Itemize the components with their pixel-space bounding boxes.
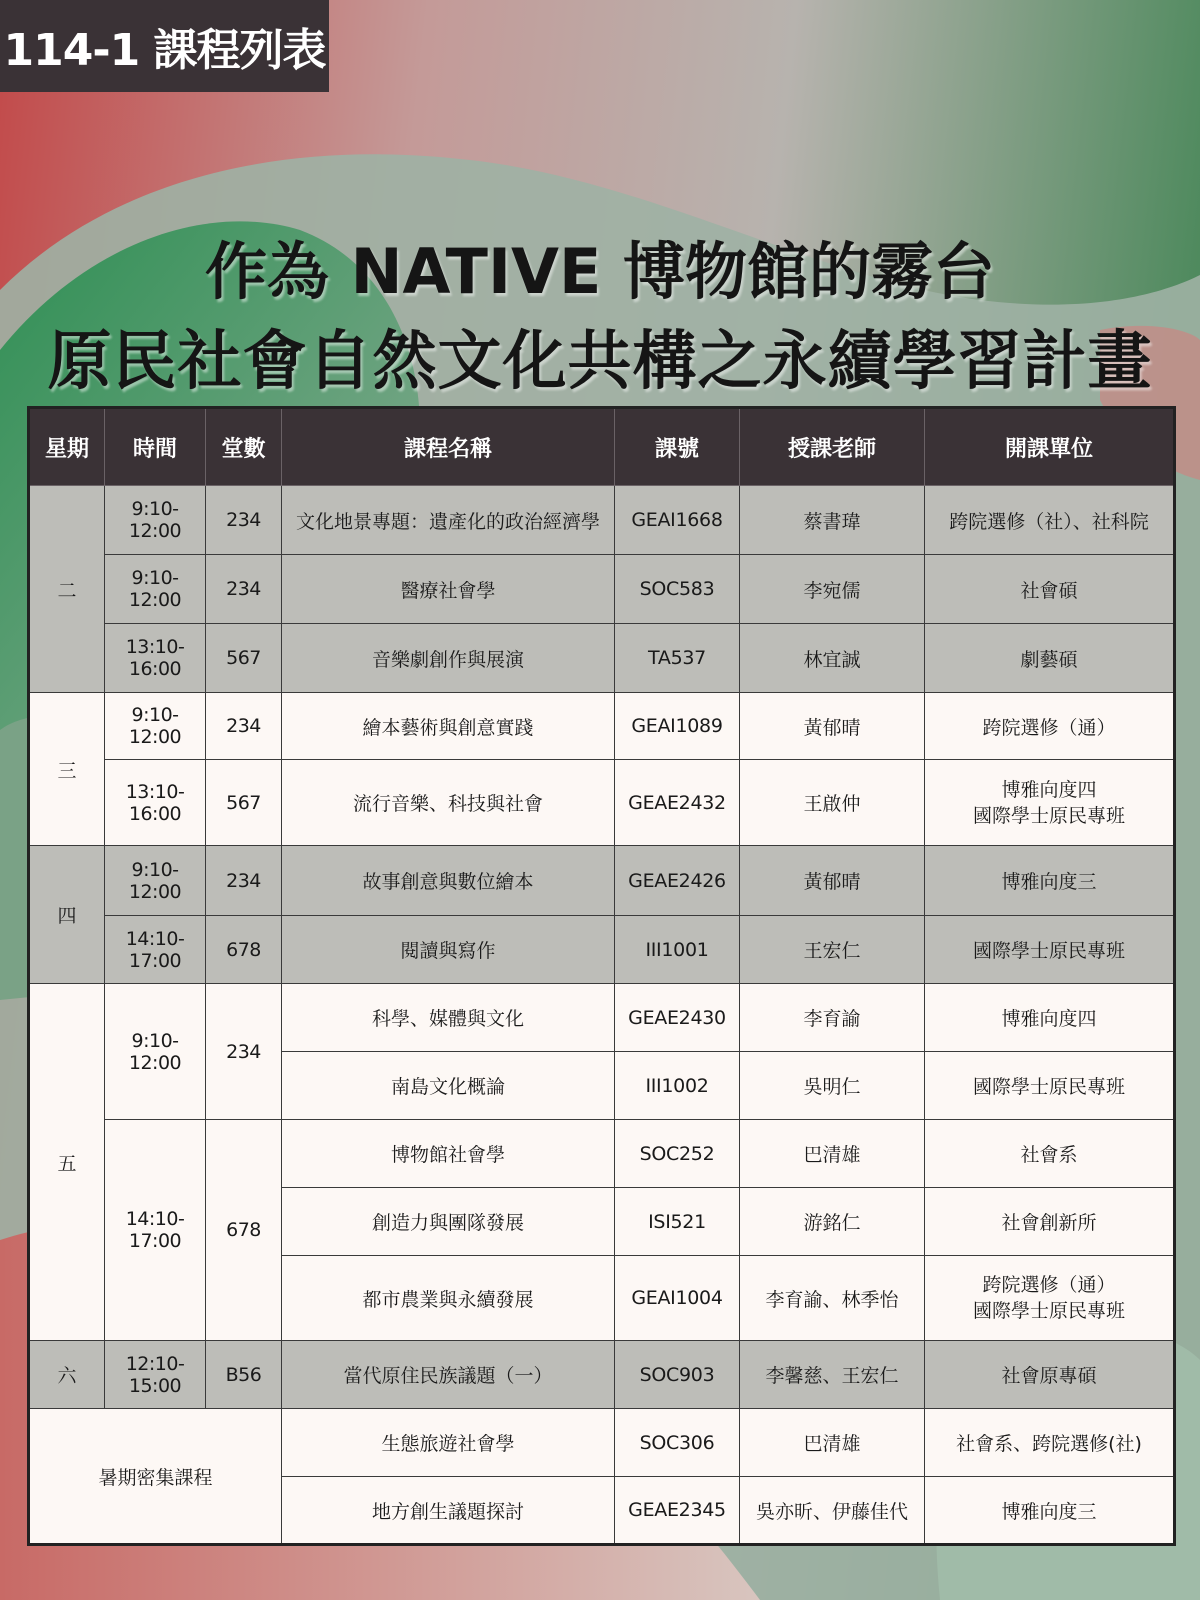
period-cell: 234 [206,846,282,916]
department-line: 國際學士原民專班 [972,1300,1125,1322]
table-row [29,1120,1175,1188]
table-row [29,1409,1175,1477]
department-cell: 跨院選修（通） [925,693,1175,760]
table-row [29,846,1175,916]
department-line: 國際學士原民專班 [972,804,1125,827]
period-cell: 234 [206,984,282,1120]
period-cell: 234 [206,555,282,624]
course-code-cell: GEAI1668 [615,486,740,555]
course-name-cell: 科學、媒體與文化 [282,984,615,1052]
teacher-cell: 李宛儒 [740,555,925,624]
table-row [29,486,1175,555]
course-name-cell: 閱讀與寫作 [282,916,615,984]
semester-tag: 114-1 課程列表 [0,0,329,92]
period-cell: 678 [206,916,282,984]
teacher-cell: 李育諭 [740,984,925,1052]
period-cell: 234 [206,486,282,555]
course-name-cell: 繪本藝術與創意實踐 [282,693,615,760]
department-cell: 社會創新所 [925,1188,1175,1256]
weekday-cell: 五 [29,984,105,1341]
course-code-cell: SOC903 [615,1341,740,1409]
department-cell: 國際學士原民專班 [925,1052,1175,1120]
period-cell: B56 [206,1341,282,1409]
weekday-cell: 二 [29,486,105,693]
table-row [29,1341,1175,1409]
teacher-cell: 游銘仁 [740,1188,925,1256]
course-name-cell: 流行音樂、科技與社會 [282,760,615,846]
header-weekday: 星期 [29,408,105,486]
department-cell: 跨院選修（社）、社科院 [925,486,1175,555]
time-cell: 9:10-12:00 [105,555,206,624]
course-name-cell: 地方創生議題探討 [282,1477,615,1545]
department-cell: 國際學士原民專班 [925,916,1175,984]
time-cell: 9:10-12:00 [105,693,206,760]
table-row [29,916,1175,984]
course-name-cell: 醫療社會學 [282,555,615,624]
teacher-cell: 巴清雄 [740,1120,925,1188]
course-name-cell: 音樂劇創作與展演 [282,624,615,693]
course-name-cell: 南島文化概論 [282,1052,615,1120]
course-code-cell: GEAE2430 [615,984,740,1052]
time-cell: 12:10-15:00 [105,1341,206,1409]
teacher-cell: 吳亦昕、伊藤佳代 [740,1477,925,1545]
course-code-cell: GEAE2432 [615,760,740,846]
time-cell: 9:10-12:00 [105,486,206,555]
period-cell: 234 [206,693,282,760]
department-cell [925,760,1175,846]
teacher-cell: 巴清雄 [740,1409,925,1477]
course-code-cell: GEAE2345 [615,1477,740,1545]
weekday-cell: 三 [29,693,105,846]
department-cell: 博雅向度三 [925,846,1175,916]
course-name-cell: 文化地景專題：遺產化的政治經濟學 [282,486,615,555]
weekday-cell: 四 [29,846,105,984]
header-department: 開課單位 [925,408,1175,486]
course-code-cell: ISI521 [615,1188,740,1256]
department-cell: 博雅向度三 [925,1477,1175,1545]
period-cell: 567 [206,624,282,693]
course-name-cell: 都市農業與永續發展 [282,1256,615,1341]
department-cell: 社會碩 [925,555,1175,624]
course-code-cell: SOC306 [615,1409,740,1477]
teacher-cell: 李育諭、林季怡 [740,1256,925,1341]
time-cell: 13:10-16:00 [105,760,206,846]
department-line: 博雅向度四 [1001,778,1097,801]
course-table [27,406,1176,1546]
table-row [29,760,1175,846]
time-cell: 14:10-17:00 [105,916,206,984]
course-code-cell: SOC252 [615,1120,740,1188]
summer-intensive-cell: 暑期密集課程 [29,1409,282,1545]
course-name-cell: 生態旅遊社會學 [282,1409,615,1477]
header-course-name: 課程名稱 [282,408,615,486]
page-title-line1: 作為 NATIVE 博物館的霧台 [205,235,995,308]
department-cell: 社會系 [925,1120,1175,1188]
department-cell: 社會原專碩 [925,1341,1175,1409]
table-row [29,555,1175,624]
header-teacher: 授課老師 [740,408,925,486]
course-code-cell: GEAI1004 [615,1256,740,1341]
department-cell: 博雅向度四 [925,984,1175,1052]
teacher-cell: 黃郁晴 [740,693,925,760]
course-code-cell: III1001 [615,916,740,984]
course-code-cell: GEAE2426 [615,846,740,916]
course-name-cell: 創造力與團隊發展 [282,1188,615,1256]
course-name-cell: 當代原住民族議題（一） [282,1341,615,1409]
table-row [29,693,1175,760]
teacher-cell: 黃郁晴 [740,846,925,916]
time-cell: 13:10-16:00 [105,624,206,693]
period-cell: 567 [206,760,282,846]
header-period: 堂數 [206,408,282,486]
teacher-cell: 李馨慈、王宏仁 [740,1341,925,1409]
teacher-cell: 王宏仁 [740,916,925,984]
teacher-cell: 林宜誠 [740,624,925,693]
department-line: 跨院選修（通） [982,1274,1116,1296]
teacher-cell: 吳明仁 [740,1052,925,1120]
course-code-cell: GEAI1089 [615,693,740,760]
page-title-line2: 原民社會自然文化共構之永續學習計畫 [47,325,1153,399]
course-code-cell: III1002 [615,1052,740,1120]
period-cell: 678 [206,1120,282,1341]
course-name-cell: 博物館社會學 [282,1120,615,1188]
table-row [29,984,1175,1052]
department-cell: 劇藝碩 [925,624,1175,693]
department-cell [925,1256,1175,1341]
header-time: 時間 [105,408,206,486]
course-name-cell: 故事創意與數位繪本 [282,846,615,916]
time-cell: 9:10-12:00 [105,846,206,916]
department-cell: 社會系、跨院選修(社) [925,1409,1175,1477]
course-code-cell: SOC583 [615,555,740,624]
teacher-cell: 王啟仲 [740,760,925,846]
header-course-code: 課號 [615,408,740,486]
time-cell: 14:10-17:00 [105,1120,206,1341]
teacher-cell: 蔡書瑋 [740,486,925,555]
weekday-cell: 六 [29,1341,105,1409]
table-header-row [29,408,1175,486]
course-code-cell: TA537 [615,624,740,693]
table-row [29,624,1175,693]
time-cell: 9:10-12:00 [105,984,206,1120]
